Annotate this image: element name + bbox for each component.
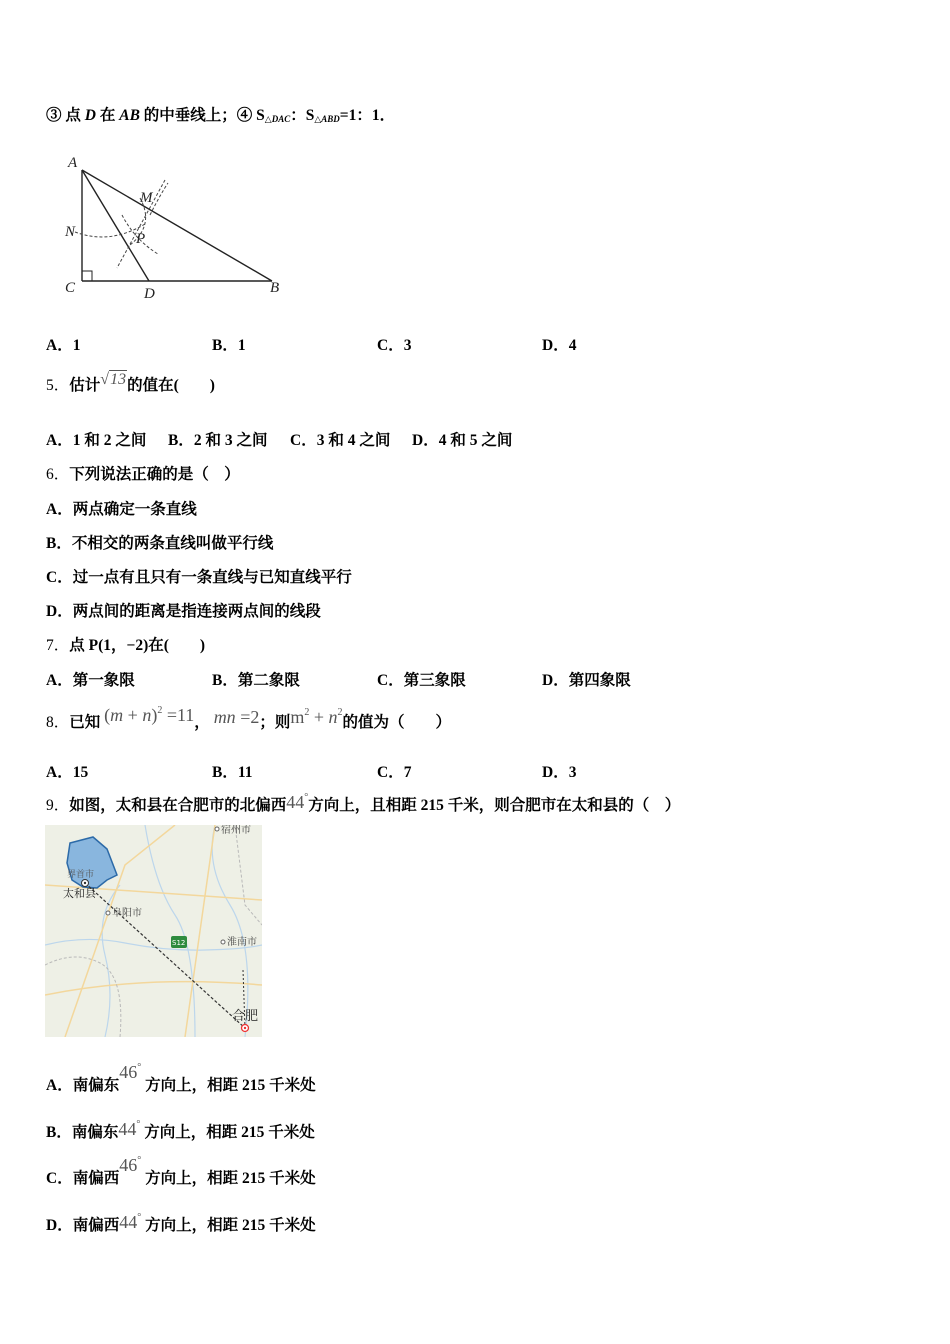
q6-option-a[interactable]: A．两点确定一条直线 xyxy=(46,501,197,518)
label-jieshou: 界首市 xyxy=(67,870,95,880)
q4-sub-abd: △ABD xyxy=(314,114,340,124)
label-taihe: 太和县 xyxy=(63,887,96,900)
angle-value: 46 xyxy=(119,1155,138,1175)
q5-stem xyxy=(46,373,215,395)
label-p: P xyxy=(136,231,146,247)
q6-text: 下列说法正确的是（ ） xyxy=(69,466,240,483)
q9-angle xyxy=(286,792,308,812)
q7-option-b[interactable]: B．第二象限 xyxy=(212,672,300,689)
q9-option-c[interactable] xyxy=(46,1155,316,1188)
option-suffix: 方向上，相距 215 千米处 xyxy=(145,1077,316,1094)
degree-sign: ° xyxy=(137,1155,142,1166)
plus: + xyxy=(123,705,143,725)
q5-option-d[interactable]: D．4 和 5 之间 xyxy=(412,432,513,449)
option-prefix: A．南偏东 xyxy=(46,1077,120,1094)
q4-statement xyxy=(46,103,395,125)
q8-option-d[interactable]: D．3 xyxy=(542,764,577,781)
angle-value: 44 xyxy=(118,1119,137,1139)
q4-text: =1：1． xyxy=(339,107,396,124)
q4-option-d[interactable]: D．4 xyxy=(542,337,577,354)
equals-value: =11 xyxy=(162,705,195,725)
equals-value: =2 xyxy=(235,707,260,727)
degree-sign: ° xyxy=(136,1119,141,1130)
label-suzhou: 宿州市 xyxy=(221,825,251,836)
q5-option-b[interactable]: B．2 和 3 之间 xyxy=(168,432,268,449)
q9-stem xyxy=(46,793,680,815)
q5-option-a[interactable]: A．1 和 2 之间 xyxy=(46,432,147,449)
q4-text: 在 xyxy=(99,107,116,124)
q6-option-d[interactable]: D．两点间的距离是指连接两点间的线段 xyxy=(46,603,321,620)
option-prefix: C．南偏西 xyxy=(46,1170,120,1187)
option-prefix: D．南偏西 xyxy=(46,1217,120,1234)
angle-value: 44 xyxy=(286,792,305,812)
label-b: B xyxy=(270,280,280,296)
q8-stem xyxy=(46,705,452,732)
label-s12: S12 xyxy=(172,939,186,947)
triangle-figure xyxy=(60,150,300,310)
q7-option-a[interactable]: A．第一象限 xyxy=(46,672,135,689)
exponent: 2 xyxy=(157,705,163,716)
q4-sub-dac: △DAC xyxy=(264,114,291,124)
expr-mn xyxy=(214,707,260,727)
q7-stem xyxy=(46,633,205,655)
taihe-marker-dot xyxy=(84,882,86,884)
var-m: m xyxy=(290,707,305,727)
q9-option-a[interactable] xyxy=(46,1062,316,1095)
q9-number: 9． xyxy=(46,797,70,814)
paren: ) xyxy=(151,705,158,725)
q7-text: 点 P(1，−2)在( ) xyxy=(69,637,206,654)
label-c: C xyxy=(65,280,76,296)
var-n: n xyxy=(328,707,338,727)
label-a: A xyxy=(68,155,78,171)
q6-stem xyxy=(46,462,240,484)
label-m: M xyxy=(140,190,153,206)
label-d: D xyxy=(144,286,155,302)
map-figure xyxy=(45,825,262,1037)
q4-option-c[interactable]: C．3 xyxy=(377,337,412,354)
option-angle xyxy=(119,1062,141,1082)
option-angle xyxy=(119,1155,141,1175)
q4-segment-ab: AB xyxy=(119,107,140,124)
var-mn: mn xyxy=(213,707,236,727)
arc-m xyxy=(150,183,168,215)
option-prefix: B．南偏东 xyxy=(46,1124,119,1141)
q4-text: 的中垂线上；④ S xyxy=(143,107,265,124)
sqrt-13: √13 xyxy=(100,371,127,388)
q8-text: 已知 xyxy=(69,714,101,731)
q7-number: 7． xyxy=(46,637,70,654)
q8-text: ， xyxy=(194,714,210,731)
degree-sign: ° xyxy=(137,1062,142,1073)
q6-number: 6． xyxy=(46,466,70,483)
q4-option-b[interactable]: B．1 xyxy=(212,337,246,354)
option-angle xyxy=(119,1212,141,1232)
expr-m-plus-n-squared xyxy=(104,705,194,725)
q5-option-c[interactable]: C．3 和 4 之间 xyxy=(290,432,391,449)
huainan-marker xyxy=(221,940,225,944)
q4-option-a[interactable]: A．1 xyxy=(46,337,81,354)
q8-option-a[interactable]: A．15 xyxy=(46,764,89,781)
segment-ad xyxy=(82,170,149,281)
exponent: 2 xyxy=(304,707,310,718)
q5-number: 5． xyxy=(46,377,70,394)
option-suffix: 方向上，相距 215 千米处 xyxy=(145,1217,316,1234)
q4-text: ③ 点 xyxy=(46,107,81,124)
fuyang-marker xyxy=(106,911,110,915)
suzhou-marker xyxy=(215,827,219,831)
plus: + xyxy=(309,707,329,727)
q9-option-d[interactable] xyxy=(46,1213,316,1235)
angle-value: 44 xyxy=(119,1212,138,1232)
label-hefei: 合肥 xyxy=(232,1009,259,1024)
var-n: n xyxy=(142,705,152,725)
q4-text: ：S xyxy=(290,107,315,124)
q9-text: 如图，太和县在合肥市的北偏西 xyxy=(69,797,287,814)
q5-text: 的值在( ) xyxy=(127,377,215,394)
q4-point-d: D xyxy=(84,107,96,124)
degree-sign: ° xyxy=(304,792,309,803)
q9-option-b[interactable] xyxy=(46,1120,315,1142)
angle-value: 46 xyxy=(119,1062,138,1082)
q7-option-c[interactable]: C．第三象限 xyxy=(377,672,466,689)
option-suffix: 方向上，相距 215 千米处 xyxy=(145,1170,316,1187)
option-angle xyxy=(118,1119,140,1139)
q8-text: ；则 xyxy=(259,714,291,731)
expr-m2-plus-n2 xyxy=(290,707,342,727)
label-n: N xyxy=(65,224,76,240)
var-m: m xyxy=(110,705,124,725)
q7-option-d[interactable]: D．第四象限 xyxy=(542,672,631,689)
degree-sign: ° xyxy=(137,1212,142,1223)
label-fuyang: 阜阳市 xyxy=(112,908,142,919)
q9-text: 方向上，且相距 215 千米，则合肥市在太和县的（ ） xyxy=(308,797,681,814)
q8-option-c[interactable]: C．7 xyxy=(377,764,412,781)
option-suffix: 方向上，相距 215 千米处 xyxy=(144,1124,315,1141)
exponent: 2 xyxy=(337,707,343,718)
q8-text: 的值为（ ） xyxy=(342,714,452,731)
label-huainan: 淮南市 xyxy=(227,937,257,948)
q8-number: 8． xyxy=(46,714,70,731)
paren: ( xyxy=(104,705,111,725)
q6-option-b[interactable]: B．不相交的两条直线叫做平行线 xyxy=(46,535,274,552)
radicand: 13 xyxy=(110,371,127,388)
q8-option-b[interactable]: B．11 xyxy=(212,764,253,781)
q5-text: 估计 xyxy=(69,377,101,394)
segment-ab xyxy=(82,170,272,281)
right-angle-mark xyxy=(82,271,92,281)
hefei-marker-dot xyxy=(244,1027,246,1029)
q6-option-c[interactable]: C．过一点有且只有一条直线与已知直线平行 xyxy=(46,569,352,586)
